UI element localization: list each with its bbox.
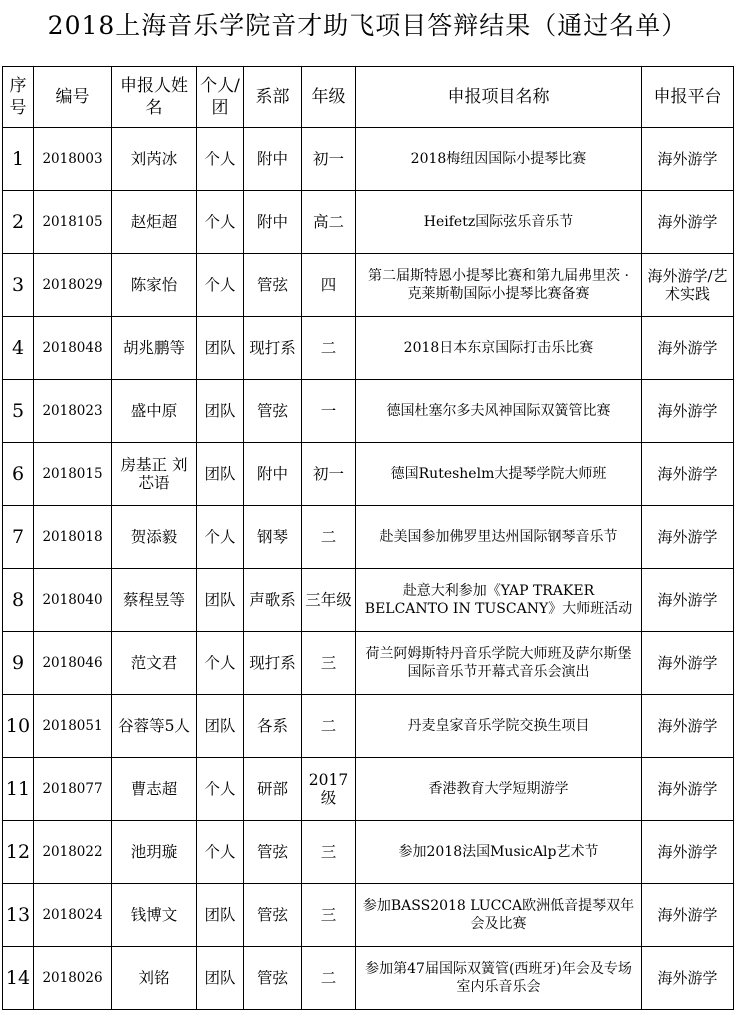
cell-project: 参加BASS2018 LUCCA欧洲低音提琴双年会及比赛 — [356, 884, 642, 947]
cell-dept: 各系 — [244, 695, 302, 758]
table-row — [3, 443, 734, 506]
header-project: 申报项目名称 — [356, 67, 642, 128]
cell-type: 团队 — [197, 443, 244, 506]
cell-name: 钱博文 — [112, 884, 197, 947]
cell-grade: 三 — [302, 632, 356, 695]
table-row — [3, 128, 734, 191]
cell-project: 赴意大利参加《YAP TRAKER BELCANTO IN TUSCANY》大师班活动 — [356, 569, 642, 632]
cell-project: 参加第47届国际双簧管(西班牙)年会及专场室内乐音乐会 — [356, 947, 642, 1010]
cell-project: 第二届斯特恩小提琴比赛和第九届弗里茨 · 克莱斯勒国际小提琴比赛备赛 — [356, 254, 642, 317]
cell-name: 陈家怡 — [112, 254, 197, 317]
cell-grade: 三 — [302, 821, 356, 884]
cell-dept: 管弦 — [244, 380, 302, 443]
cell-name: 蔡程昱等 — [112, 569, 197, 632]
cell-project: 参加2018法国MusicAlp艺术节 — [356, 821, 642, 884]
table-row — [3, 191, 734, 254]
cell-project: 香港教育大学短期游学 — [356, 758, 642, 821]
cell-name: 曹志超 — [112, 758, 197, 821]
cell-type: 团队 — [197, 380, 244, 443]
cell-platform: 海外游学 — [642, 632, 734, 695]
cell-project: 荷兰阿姆斯特丹音乐学院大师班及萨尔斯堡国际音乐节开幕式音乐会演出 — [356, 632, 642, 695]
cell-grade: 2017级 — [302, 758, 356, 821]
cell-no: 9 — [3, 632, 34, 695]
cell-grade: 三 — [302, 884, 356, 947]
cell-no: 12 — [3, 821, 34, 884]
cell-name: 谷蓉等5人 — [112, 695, 197, 758]
cell-no: 11 — [3, 758, 34, 821]
cell-dept: 附中 — [244, 443, 302, 506]
cell-code: 2018023 — [34, 380, 112, 443]
cell-project: 赴美国参加佛罗里达州国际钢琴音乐节 — [356, 506, 642, 569]
cell-project: 德国杜塞尔多夫风神国际双簧管比赛 — [356, 380, 642, 443]
cell-name: 赵炬超 — [112, 191, 197, 254]
cell-dept: 管弦 — [244, 884, 302, 947]
cell-type: 个人 — [197, 254, 244, 317]
cell-type: 个人 — [197, 191, 244, 254]
cell-name: 胡兆鹏等 — [112, 317, 197, 380]
cell-platform: 海外游学 — [642, 758, 734, 821]
cell-platform: 海外游学/艺术实践 — [642, 254, 734, 317]
cell-dept: 管弦 — [244, 254, 302, 317]
cell-name: 刘芮冰 — [112, 128, 197, 191]
cell-type: 个人 — [197, 821, 244, 884]
cell-code: 2018018 — [34, 506, 112, 569]
cell-no: 3 — [3, 254, 34, 317]
cell-platform: 海外游学 — [642, 884, 734, 947]
cell-dept: 现打系 — [244, 317, 302, 380]
cell-platform: 海外游学 — [642, 695, 734, 758]
header-no: 序号 — [3, 67, 34, 128]
cell-platform: 海外游学 — [642, 569, 734, 632]
cell-platform: 海外游学 — [642, 821, 734, 884]
table-row — [3, 695, 734, 758]
cell-grade: 初一 — [302, 443, 356, 506]
cell-type: 团队 — [197, 569, 244, 632]
header-grade: 年级 — [302, 67, 356, 128]
table-row — [3, 884, 734, 947]
cell-grade: 二 — [302, 317, 356, 380]
cell-type: 个人 — [197, 758, 244, 821]
cell-code: 2018015 — [34, 443, 112, 506]
cell-no: 8 — [3, 569, 34, 632]
cell-no: 1 — [3, 128, 34, 191]
cell-project: 丹麦皇家音乐学院交换生项目 — [356, 695, 642, 758]
cell-grade: 三年级 — [302, 569, 356, 632]
cell-code: 2018024 — [34, 884, 112, 947]
cell-grade: 四 — [302, 254, 356, 317]
cell-dept: 研部 — [244, 758, 302, 821]
cell-type: 个人 — [197, 506, 244, 569]
cell-platform: 海外游学 — [642, 443, 734, 506]
cell-code: 2018026 — [34, 947, 112, 1010]
header-name: 申报人姓名 — [112, 67, 197, 128]
header-code: 编号 — [34, 67, 112, 128]
cell-dept: 声歌系 — [244, 569, 302, 632]
table-row — [3, 821, 734, 884]
cell-dept: 钢琴 — [244, 506, 302, 569]
cell-no: 14 — [3, 947, 34, 1010]
cell-project: 德国Ruteshelm大提琴学院大师班 — [356, 443, 642, 506]
header-row — [3, 67, 734, 128]
cell-type: 团队 — [197, 947, 244, 1010]
cell-grade: 一 — [302, 380, 356, 443]
table-row — [3, 380, 734, 443]
table-row — [3, 758, 734, 821]
cell-grade: 初一 — [302, 128, 356, 191]
cell-name: 池玥璇 — [112, 821, 197, 884]
table-row — [3, 506, 734, 569]
cell-name: 范文君 — [112, 632, 197, 695]
cell-type: 个人 — [197, 128, 244, 191]
cell-dept: 管弦 — [244, 821, 302, 884]
cell-platform: 海外游学 — [642, 191, 734, 254]
cell-no: 5 — [3, 380, 34, 443]
cell-project: 2018梅纽因国际小提琴比赛 — [356, 128, 642, 191]
cell-type: 团队 — [197, 695, 244, 758]
header-type: 个人/团 — [197, 67, 244, 128]
cell-platform: 海外游学 — [642, 128, 734, 191]
cell-no: 7 — [3, 506, 34, 569]
cell-grade: 高二 — [302, 191, 356, 254]
cell-platform: 海外游学 — [642, 506, 734, 569]
cell-code: 2018022 — [34, 821, 112, 884]
header-dept: 系部 — [244, 67, 302, 128]
cell-dept: 附中 — [244, 191, 302, 254]
cell-type: 个人 — [197, 632, 244, 695]
cell-type: 团队 — [197, 317, 244, 380]
cell-code: 2018040 — [34, 569, 112, 632]
cell-grade: 二 — [302, 506, 356, 569]
cell-code: 2018051 — [34, 695, 112, 758]
cell-platform: 海外游学 — [642, 317, 734, 380]
table-row — [3, 569, 734, 632]
cell-name: 刘铭 — [112, 947, 197, 1010]
cell-no: 13 — [3, 884, 34, 947]
cell-project: 2018日本东京国际打击乐比赛 — [356, 317, 642, 380]
cell-no: 10 — [3, 695, 34, 758]
cell-platform: 海外游学 — [642, 947, 734, 1010]
cell-code: 2018048 — [34, 317, 112, 380]
cell-project: Heifetz国际弦乐音乐节 — [356, 191, 642, 254]
cell-no: 4 — [3, 317, 34, 380]
cell-no: 6 — [3, 443, 34, 506]
cell-grade: 二 — [302, 947, 356, 1010]
cell-platform: 海外游学 — [642, 380, 734, 443]
cell-code: 2018003 — [34, 128, 112, 191]
table-row — [3, 947, 734, 1010]
cell-dept: 现打系 — [244, 632, 302, 695]
cell-code: 2018046 — [34, 632, 112, 695]
cell-code: 2018077 — [34, 758, 112, 821]
cell-dept: 管弦 — [244, 947, 302, 1010]
cell-name: 贺添毅 — [112, 506, 197, 569]
results-table — [2, 66, 734, 1010]
table-row — [3, 254, 734, 317]
cell-name: 盛中原 — [112, 380, 197, 443]
table-row — [3, 317, 734, 380]
cell-no: 2 — [3, 191, 34, 254]
cell-type: 团队 — [197, 884, 244, 947]
cell-code: 2018105 — [34, 191, 112, 254]
cell-code: 2018029 — [34, 254, 112, 317]
cell-name: 房基正 刘芯语 — [112, 443, 197, 506]
table-row — [3, 632, 734, 695]
document-title: 2018上海音乐学院音才助飞项目答辩结果（通过名单） — [47, 11, 688, 40]
cell-grade: 二 — [302, 695, 356, 758]
cell-dept: 附中 — [244, 128, 302, 191]
header-platform: 申报平台 — [642, 67, 734, 128]
